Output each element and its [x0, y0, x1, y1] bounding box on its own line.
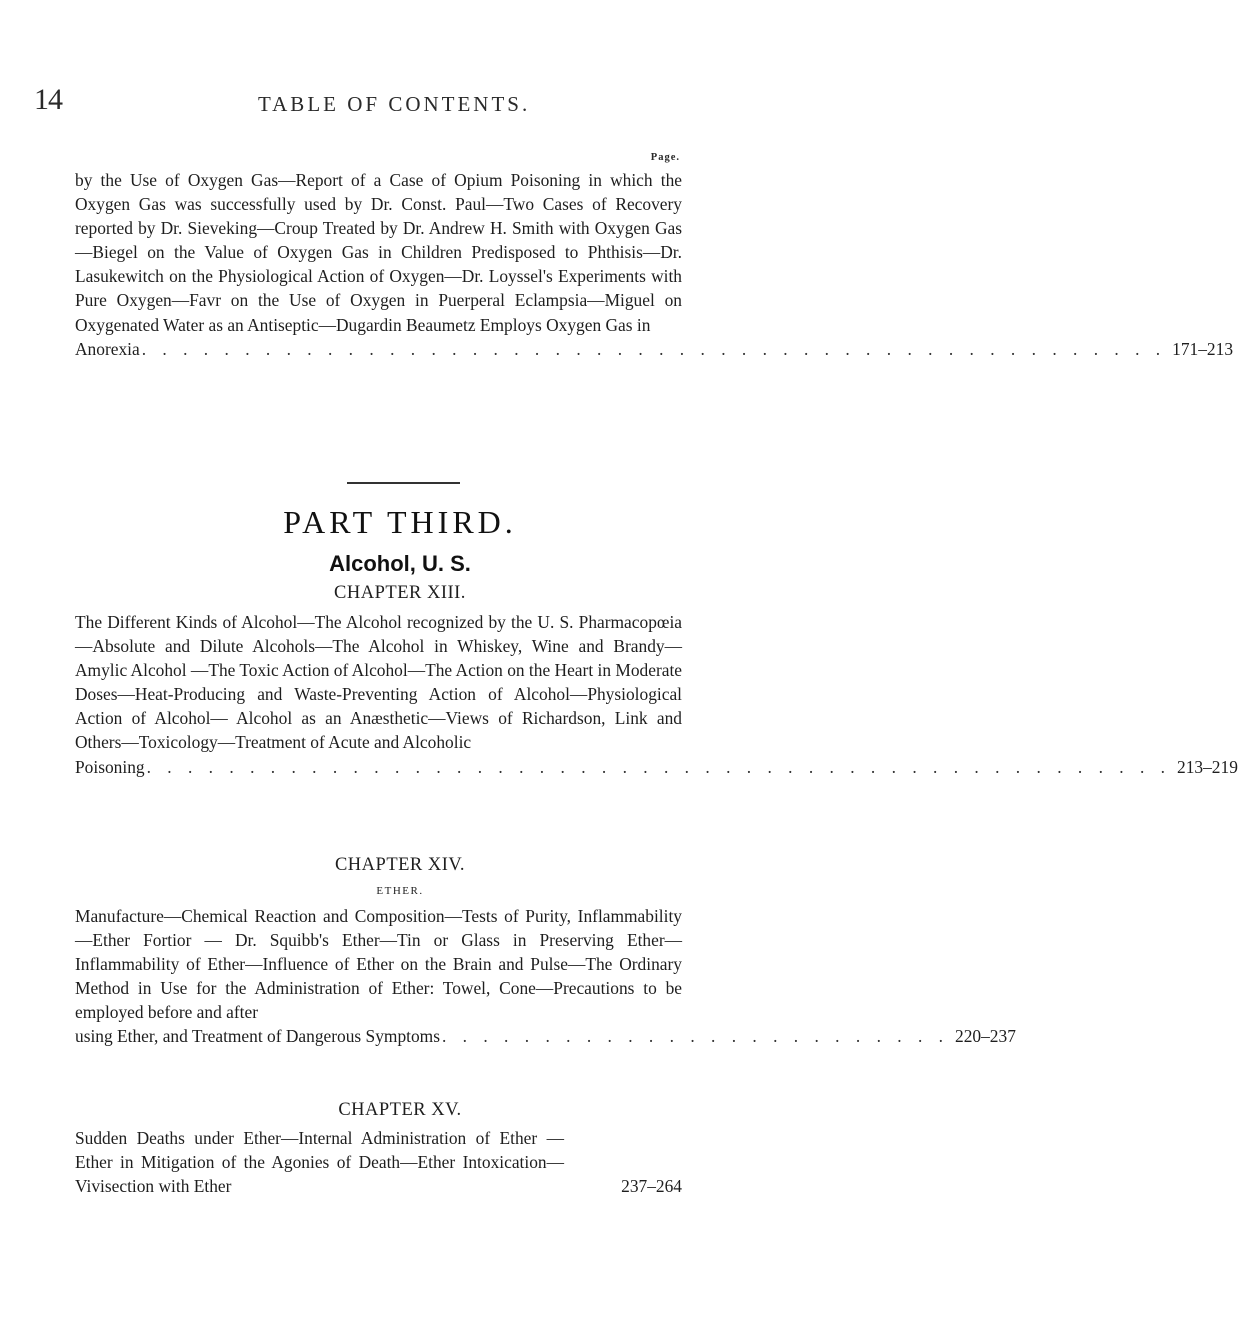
chapter-heading: CHAPTER XIII. — [334, 583, 466, 603]
chapter-entry-block — [75, 1126, 682, 1198]
page-column-label: Page. — [650, 152, 680, 163]
chapter-entry-leader — [75, 755, 1238, 779]
chapter-entry-text: Manufacture—Chemical Reaction and Composition—Tests of Purity, Inflammability—Ether Fortior — Dr. Squibb's Ether—Tin or Glass in Preserving Ether—Inflammability of Ether—Influence of Ether on the Brain and Pulse—The Ordinary Method in Use for the Administration of Ether: Towel, Cone—Precautions to be employed before and after — [75, 906, 682, 1023]
chapter-entry-last-line: Poisoning — [75, 756, 145, 777]
chapter-entry-last-line: using Ether, and Treatment of Dangerous Symptoms — [75, 1026, 440, 1047]
continued-entry-leader — [75, 337, 1234, 361]
part-title: PART THIRD. — [283, 504, 517, 540]
continued-entry-pages: 171–213 — [1172, 338, 1234, 359]
part-subtitle: Alcohol, U. S. — [329, 551, 471, 576]
chapter-entry-leader — [75, 1024, 1016, 1048]
dot-leader: . . . . . . . . . . . . . . . . . . . . . . . . . . . . . . . . . . . . . . . . . . . . . . . . . . — [141, 338, 1167, 359]
dot-leader: . . . . . . . . . . . . . . . . . . . . . . . . . — [441, 1026, 950, 1047]
continued-entry-last-line: Anorexia — [75, 338, 140, 359]
dot-leader: . . . . . . . . . . . . . . . . . . . . . . . . . . . . . . . . . . . . . . . . . . . . . . . . . . — [146, 756, 1172, 777]
chapter-entry-pages: 213–219 — [1177, 756, 1238, 777]
continued-entry-text: by the Use of Oxygen Gas—Report of a Case of Opium Poisoning in which the Oxygen Gas was successfully used by Dr. Const. Paul—Two Cases of Recovery reported by Dr. Sieveking—Croup Treated by Dr. Andrew H. Smith with Oxygen Gas—Biegel on the Value of Oxygen Gas in Children Predisposed to Phthisis—Dr. Lasukewitch on the Physiological Action of Oxygen—Dr. Loyssel's Experiments with Pure Oxygen—Favr on the Use of Oxygen in Puerperal Eclampsia—Miguel on Oxygenated Water as an Antiseptic—Dugardin Beaumetz Employs Oxygen Gas in — [75, 170, 682, 335]
chapter-subheading: ETHER. — [376, 885, 424, 897]
chapter-entry-text: The Different Kinds of Alcohol—The Alcohol recognized by the U. S. Pharmacopœia—Absolute and Dilute Alcohols—The Alcohol in Whiskey, Wine and Brandy—Amylic Alcohol —The Toxic Action of Alcohol—The Action on the Heart in Moderate Doses—Heat-Producing and Waste-Preventing Action of Alcohol—Physiological Action of Alcohol— Alcohol as an Anæsthetic—Views of Richardson, Link and Others—Toxicology—Treatment of Acute and Alcoholic — [75, 612, 683, 753]
continued-entry — [75, 168, 1234, 361]
chapter-entry-pages: 220–237 — [955, 1026, 1016, 1047]
running-title: TABLE OF CONTENTS. — [258, 92, 531, 116]
chapter-entry-pages: 237–264 — [621, 1176, 682, 1197]
chapter-entry — [75, 1126, 682, 1198]
chapter-entry — [75, 610, 1238, 779]
chapter-heading: CHAPTER XV. — [338, 1100, 462, 1120]
section-divider — [347, 482, 460, 484]
page-number: 14 — [34, 83, 62, 116]
chapter-entry — [75, 904, 1016, 1049]
chapter-heading: CHAPTER XIV. — [334, 855, 466, 875]
chapter-entry-text: Sudden Deaths under Ether—Internal Administration of Ether —Ether in Mitigation of the Agonies of Death—Ether Intoxication—Vivisection with Ether — [75, 1128, 564, 1197]
